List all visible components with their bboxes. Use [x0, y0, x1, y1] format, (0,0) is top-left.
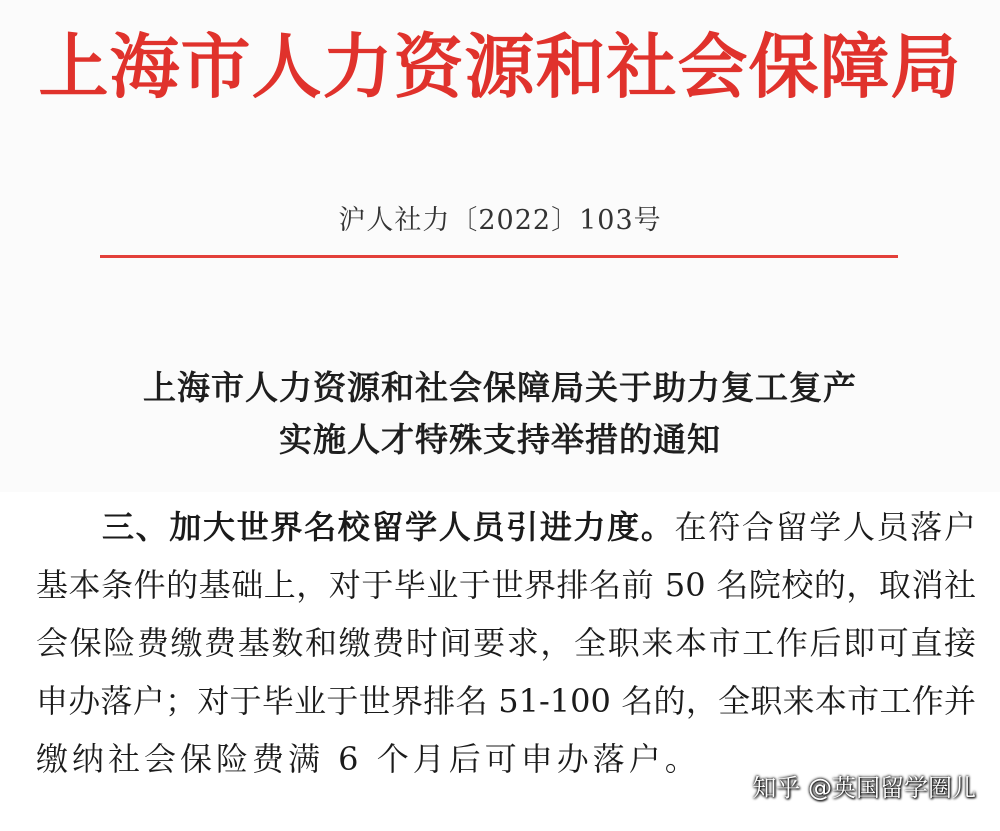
- notice-title-line-2: 实施人才特殊支持举措的通知: [279, 420, 721, 459]
- red-divider-line: [100, 255, 898, 258]
- paragraph-line-5: 缴纳社会保险费满 6 个月后可申办落户。: [36, 740, 701, 778]
- zhihu-watermark: 知乎 @英国留学圈儿: [752, 774, 976, 802]
- notice-title: [0, 362, 1000, 466]
- paragraph-line-1: [36, 498, 976, 556]
- document-number: 沪人社力〔2022〕103号: [338, 205, 662, 236]
- paragraph-text-1: 在符合留学人员落户: [674, 508, 976, 546]
- paragraph-line-4: 申办落户；对于毕业于世界排名 51-100 名的，全职来本市工作并: [36, 682, 976, 720]
- paragraph-line-2: 基本条件的基础上，对于毕业于世界排名前 50 名院校的，取消社: [36, 566, 976, 604]
- letterhead-title: 上海市人力资源和社会保障局: [38, 25, 962, 108]
- section-heading: 三、加大世界名校留学人员引进力度。: [102, 508, 675, 546]
- section-paragraph: [36, 498, 976, 788]
- paragraph-line-3: 会保险费缴费基数和缴费时间要求，全职来本市工作后即可直接: [36, 624, 976, 662]
- notice-title-line-1: 上海市人力资源和社会保障局关于助力复工复产: [143, 368, 857, 407]
